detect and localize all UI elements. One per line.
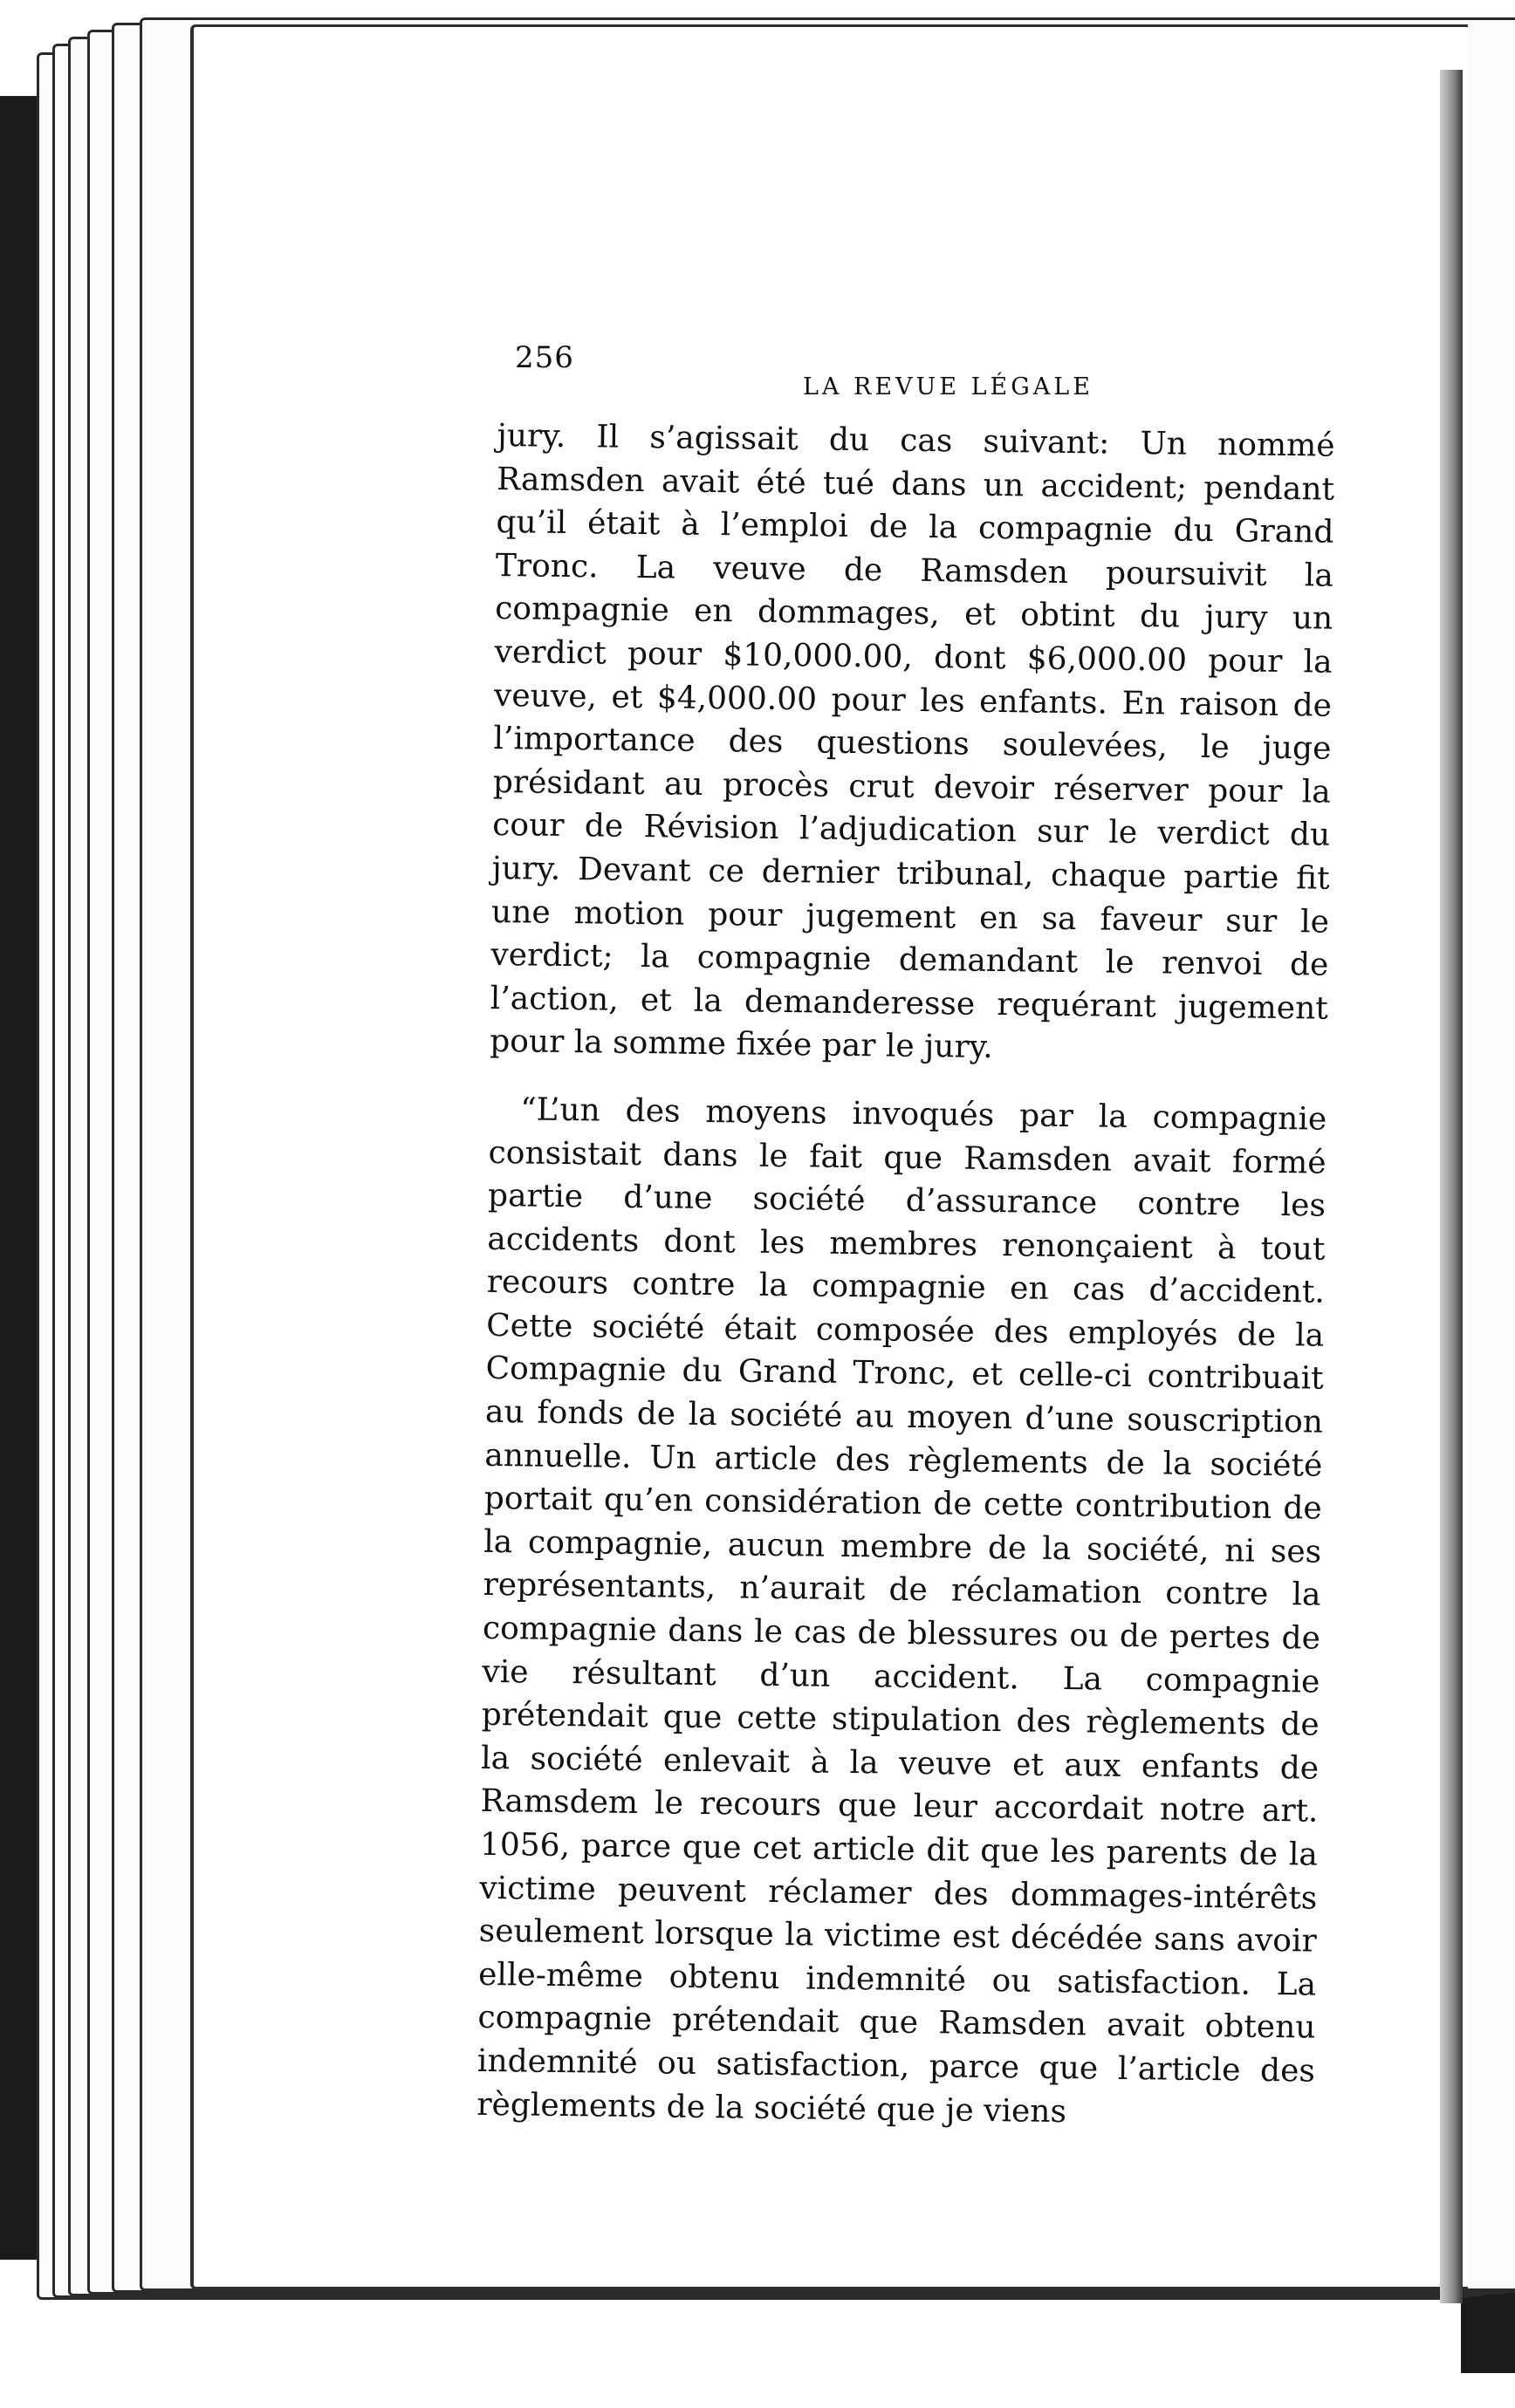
- paragraph: jury. Il s’agissait du cas suivant: Un nommé Ramsden avait été tué dans un accident; pendant qu’il était à l’emploi de la compagnie du Grand Tronc. La veuve de Ramsden poursuivit la compagnie en dommages, et obtint du jury un verdict pour $10,000.00, dont $6,000.00 pour la veuve, et $4,000.00 pour les enfants. En raison de l’importance des questions soulevées, le juge présidant au procès crut devoir réserver pour la cour de Révision l’adjudication sur le verdict du jury. Devant ce dernier tribunal, chaque partie fit une motion pour jugement en sa faveur sur le verdict; la compagnie demandant le renvoi de l’action, et la demanderesse requérant jugement pour la somme fixée par le jury.: [489, 417, 1335, 1066]
- body-text: [476, 414, 1335, 2137]
- paragraph: “L’un des moyens invoqués par la compagnie consistait dans le fait que Ramsden avait formé partie d’une société d’assurance contre les accidents dont les membres renonçaient à tout recours contre la compagnie en cas d’accident. Cette société était composée des employés de la Compagnie du Grand Tronc, et celle-ci contribuait au fonds de la société au moyen d’une souscription annuelle. Un article des règlements de la société portait qu’en considération de cette contribution de la compagnie, aucun membre de la société, ni ses représentants, n’aurait de réclamation contre la compagnie dans le cas de blessures ou de pertes de vie résultant d’un accident. La compagnie prétendait que cette stipulation des règlements de la société enlevait à la veuve et aux enfants de Ramsdem le recours que leur accordait notre art. 1056, parce que cet article dit que les parents de la victime peuvent réclamer des dommages-intérêts seulement lorsque la victime est décédée sans avoir elle-même obtenu indemnité ou satisfaction. La compagnie prétendait que Ramsden avait obtenu indemnité ou satisfaction, parce que l’article des règlements de la société que je viens: [476, 1091, 1327, 2130]
- scanner-background-left: [0, 96, 42, 2260]
- book-gutter: [1440, 70, 1463, 2303]
- page-number: 256: [515, 340, 574, 375]
- running-head: LA REVUE LÉGALE: [803, 373, 1093, 400]
